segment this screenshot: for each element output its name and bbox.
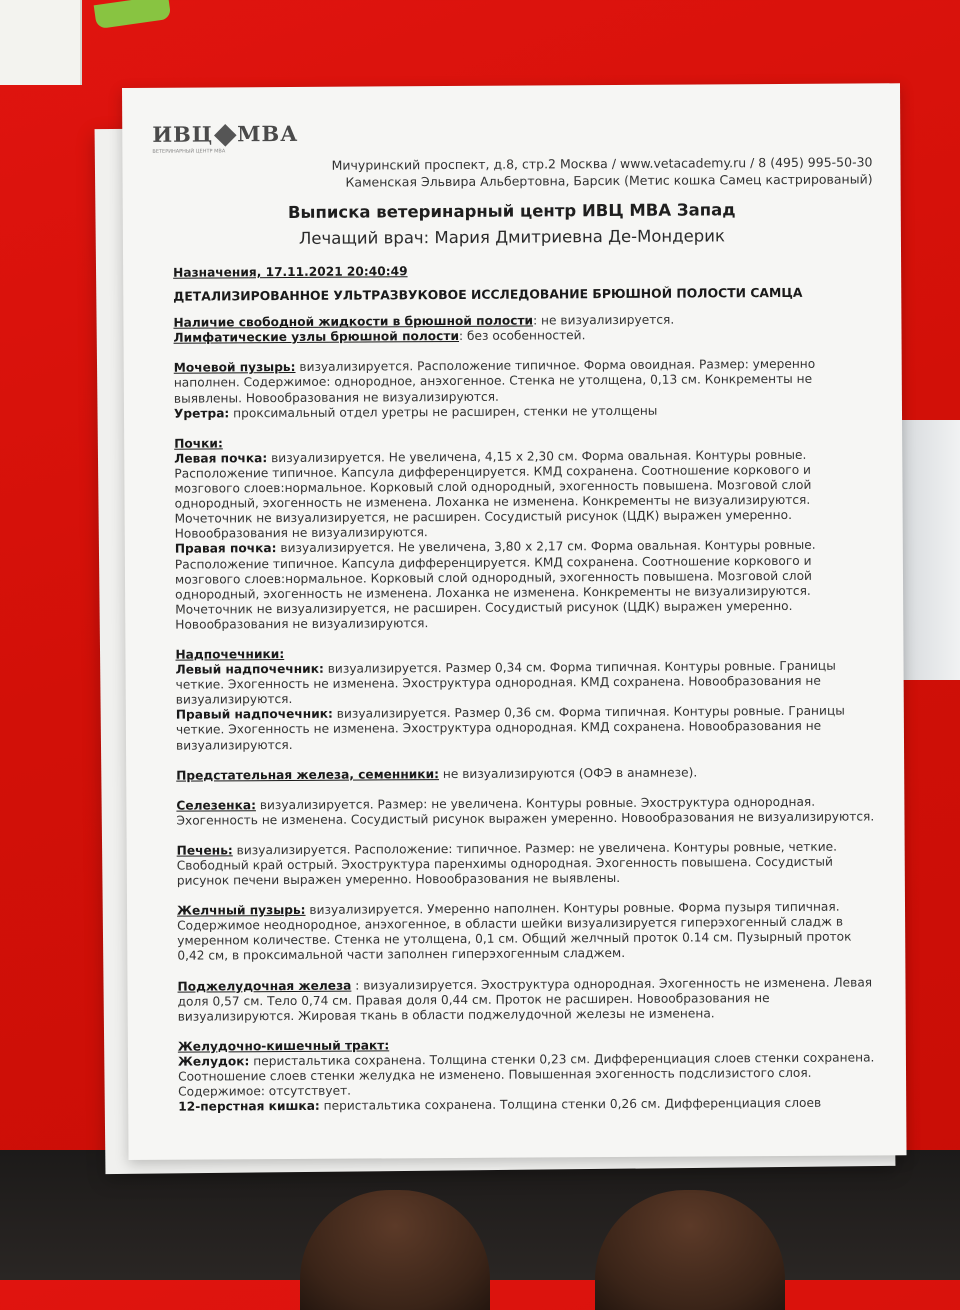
spleen-paragraph: [176, 794, 876, 828]
spleen-label: Селезенка:: [176, 797, 256, 813]
green-marker: [94, 0, 172, 29]
right-adrenal-paragraph: [176, 704, 876, 754]
gallbladder-label: Желчный пузырь:: [176, 903, 306, 918]
document-sheet: [122, 83, 907, 1160]
urethra-label: Уретра:: [173, 406, 230, 421]
left-kidney-paragraph: [174, 447, 875, 542]
duodenum-label: 12-перстная кишка:: [178, 1099, 320, 1114]
liver-text: визуализируется. Расположение: типичное. Размер: не увеличена. Контуры ровные, четкие. Свободный край острый. Эхоструктура паренхимы однородная. Эхогенность повышена. Сосудистый рисунок печени выражен умеренно. Новообразования не выявлены.: [176, 839, 838, 888]
left-adrenal-text: визуализируется. Размер 0,34 см. Форма типичная. Контуры ровные. Границы четкие. Эхогенность не изменена. Эхоструктура однородная. КМД сохранена. Новообразования не визуализируются.: [175, 658, 836, 707]
right-kidney-label: Правая почка:: [174, 541, 277, 557]
urethra-text: проксимальный отдел уретры не расширен, стенки не утолщены: [229, 403, 658, 421]
bladder-label: Мочевой пузырь:: [173, 360, 296, 376]
right-kidney-paragraph: [175, 538, 876, 633]
pancreas-paragraph: [177, 975, 877, 1025]
gallbladder-text: визуализируется. Умеренно наполнен. Контуры ровные. Форма пузыря типичная. Содержимое неоднородное, анэхогенное, в области шейки визуализируется гиперэхогенный сладж в умеренном количестве. Стенка не утолщена, 0,1 см. Общий желчный проток 0.14 см. Пузырный проток 0,42 см, в проксимальной части заполнен гиперэхогенным сладжем.: [177, 899, 852, 964]
fluid-label: Наличие свободной жидкости в брюшной полости: [173, 313, 534, 330]
address-block: [332, 153, 873, 190]
gi-heading: Желудочно-кишечный тракт:: [177, 1038, 390, 1054]
fluid-text: : не визуализируется.: [533, 312, 675, 328]
pancreas-label: Поджелудочная железа: [177, 978, 352, 994]
stomach-text: перистальтика сохранена. Толщина стенки 0,23 см. Дифференциация слоев стенки сохранена. Соотношение слоев стенки желудка не изменено. Повышенная эхогенность подслизистого слоя. Содержимое: отсутствует.: [177, 1050, 875, 1099]
clinic-address: Мичуринский проспект, д.8, стр.2 Москва / www.vetacademy.ru / 8 (495) 995-50-30: [331, 154, 873, 173]
document-title: Выписка ветеринарный центр ИВЦ МВА Запад: [287, 200, 736, 222]
lymph-text: : без особенностей.: [458, 328, 586, 344]
stomach-paragraph: [178, 1050, 878, 1100]
adrenals-heading: Надпочечники:: [175, 646, 285, 662]
left-adrenal-label: Левый надпочечник:: [175, 661, 324, 677]
left-kidney-label: Левая почка:: [174, 450, 268, 466]
prostate-text: не визуализируются (ОФЭ в анамнезе).: [438, 765, 698, 781]
kidneys-heading: Почки:: [174, 436, 223, 451]
lymph-label: Лимфатические узлы брюшной полости: [173, 329, 460, 345]
logo-left-text: ИВЦ: [152, 121, 214, 147]
liver-paragraph: [177, 839, 877, 889]
gallbladder-paragraph: [177, 900, 877, 965]
logo-subtitle: ВЕТЕРИНАРНЫЙ ЦЕНТР МВА: [152, 148, 226, 155]
patient-owner: Каменская Эльвира Альбертовна, Барсик (Метис кошка Самец кастрированый): [345, 171, 873, 190]
doctor-line: Лечащий врач: Мария Дмитриевна Де-Мондерик: [298, 226, 725, 248]
pancreas-text: : визуализируется. Эхоструктура однородная. Эхогенность не изменена. Левая доля 0,57 см. Тело 0,74 см. Правая доля 0,44 см. Проток не расширен. Новообразования не визуализируются. Жировая ткань в области поджелудочной железы не изменена.: [177, 974, 873, 1024]
study-title: ДЕТАЛИЗИРОВАННОЕ УЛЬТРАЗВУКОВОЕ ИССЛЕДОВАНИЕ БРЮШНОЙ ПОЛОСТИ САМЦА: [173, 284, 803, 304]
appointment-date: Назначения, 17.11.2021 20:40:49: [173, 264, 408, 280]
right-kidney-text: визуализируется. Не увеличена, 3,80 х 2,17 см. Форма овальная. Контуры ровные. Расположение типичное. Капсула дифференцируется. КМД сохранена. Соотношение коркового и мозгового слоев:нормальное. Корковый слой однородный, эхогенность повышена. Мозговой слой однородный, эхогенность не изменена. Лоханка не изменена. Конкременты не визуализируются. Мочеточник не визуализируется, не расширен. Сосудистый рисунок (ЦДК) выражен умеренно. Новообразования не визуализируются.: [174, 538, 816, 632]
report-body: [173, 261, 878, 1115]
stomach-label: Желудок:: [177, 1054, 250, 1069]
bladder-paragraph: [174, 357, 874, 407]
duodenum-text: перистальтика сохранена. Толщина стенки 0,26 см. Дифференциация слоев: [319, 1095, 822, 1114]
bladder-text: визуализируется. Расположение типичное. Форма овоидная. Размер: умеренно наполнен. Содержимое: однородное, анэхогенное. Стенка не утолщена, 0,13 см. Конкременты не выявлены. Новообразования не визуализируются.: [173, 357, 816, 406]
spleen-text: визуализируется. Размер: не увеличена. Контуры ровные. Эхоструктура однородная. Эхогенность не изменена. Сосудистый рисунок выражен умеренно. Новообразования не визуализируются.: [176, 794, 875, 828]
duodenum-paragraph: [178, 1096, 878, 1115]
right-adrenal-label: Правый надпочечник:: [175, 707, 333, 723]
white-packet: [0, 0, 82, 85]
left-adrenal-paragraph: [176, 658, 876, 708]
right-adrenal-text: визуализируется. Размер 0,36 см. Форма типичная. Контуры ровные. Границы четкие. Эхогенность не изменена. Эхоструктура однородная. КМД сохранена. Новообразования не визуализируются.: [175, 703, 845, 753]
logo-right-text: МВА: [237, 120, 299, 147]
left-kidney-text: визуализируется. Не увеличена, 4,15 х 2,30 см. Форма овальная. Контуры ровные. Расположение типичное. Капсула дифференцируется. КМД сохранена. Соотношение коркового и мозгового слоев:нормальное. Корковый слой однородный, эхогенность повышена. Мозговой слой однородный, эхогенность не изменена. Лоханка не изменена. Конкременты не визуализируются. Мочеточник не визуализируется, не расширен. Сосудистый рисунок (ЦДК) выражен умеренно. Новообразования не визуализируются.: [174, 447, 812, 541]
prostate-label: Предстательная железа, семенники:: [176, 766, 440, 783]
liver-label: Печень:: [176, 843, 233, 858]
clinic-logo: [152, 121, 298, 158]
logo-diamond-icon: [214, 124, 237, 147]
